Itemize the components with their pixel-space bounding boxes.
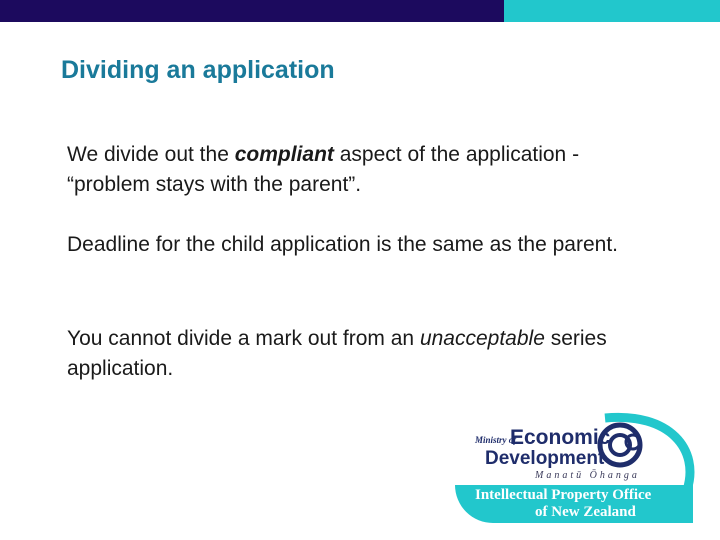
- top-bar-teal: [504, 0, 720, 22]
- bullet-3: [67, 324, 657, 384]
- bullet-1-post: aspect of the application - “problem stays with the parent”.: [67, 143, 580, 196]
- ministry-logo: [455, 410, 705, 525]
- logo-ministry-of: Ministry of: [475, 435, 517, 445]
- ipo-line-1: Intellectual Property Office: [475, 487, 652, 503]
- logo-economic: Economic: [510, 426, 611, 449]
- bullet-1-pre: We divide out the: [67, 143, 235, 166]
- bullet-1: [67, 140, 657, 200]
- bullet-1-emphasis: compliant: [234, 143, 334, 166]
- bullet-3-emphasis: unacceptable: [419, 327, 545, 350]
- ipo-line-2: of New Zealand: [535, 504, 636, 520]
- slide-title: Dividing an application: [61, 56, 335, 84]
- bullet-2: Deadline for the child application is the same as the parent.: [67, 233, 618, 256]
- top-bar-navy: [0, 0, 504, 22]
- logo-maori-name: Manatū Ōhanga: [535, 470, 640, 481]
- koru-swirl-icon: [595, 420, 655, 470]
- bullet-3-post: series application.: [67, 327, 607, 380]
- logo-development: Development: [485, 448, 605, 469]
- bullet-3-pre: You cannot divide a mark out from an: [67, 327, 420, 350]
